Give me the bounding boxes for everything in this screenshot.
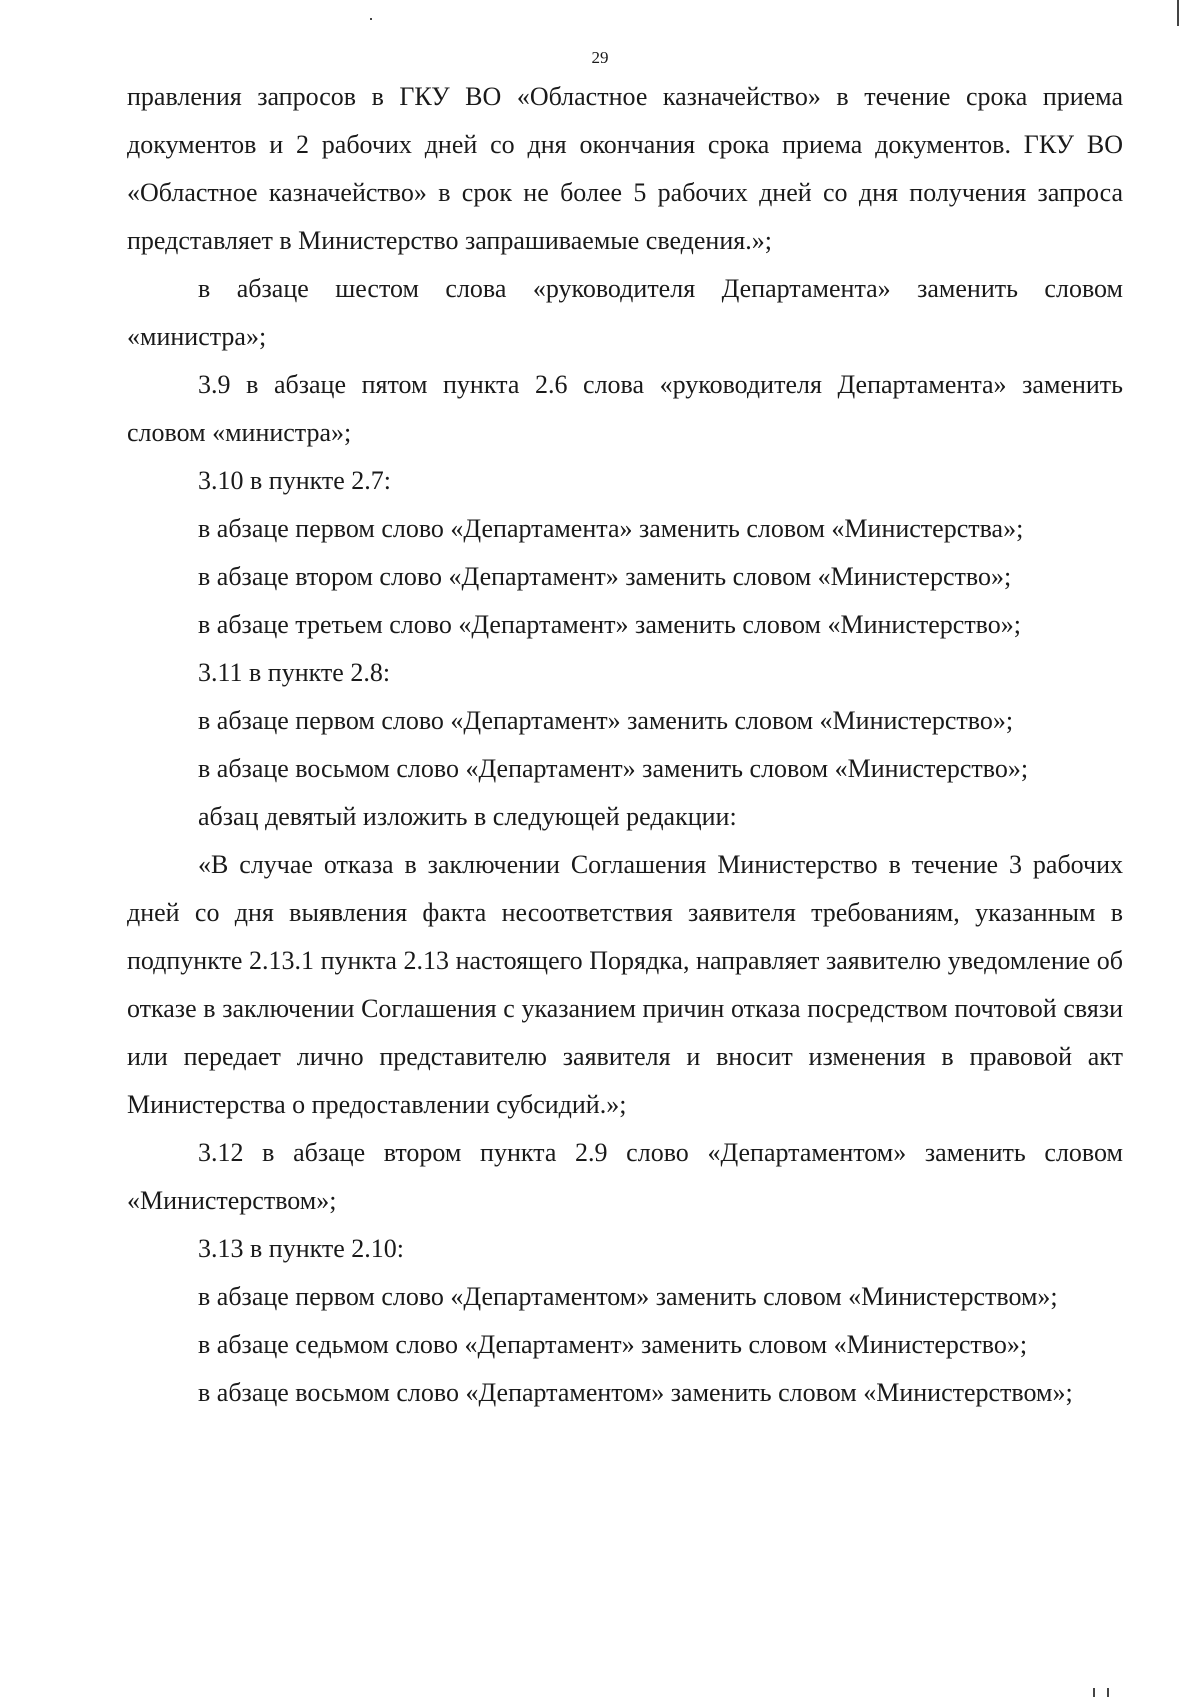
paragraph: в абзаце первом слово «Департамента» заменить словом «Министерства»;	[198, 514, 1024, 543]
paragraph: в абзаце восьмом слово «Департаментом» заменить словом «Министерством»;	[198, 1378, 1073, 1407]
scan-artifact	[370, 18, 372, 20]
paragraph: в абзаце третьем слово «Департамент» заменить словом «Министерство»;	[198, 610, 1021, 639]
paragraph: «В случае отказа в заключении Соглашения Министерство в течение 3 рабочих дней со дня выявления факта несоответствия заявителя требованиям, указанным в подпункте 2.13.1 пункта 2.13 настоящего Порядка, направляет заявителю уведомление об отказе в заключении Соглашения с указанием причин отказа посредством почтовой связи или передает лично представителю заявителя и вносит изменения в правовой акт Министерства о предоставлении субсидий.»;	[127, 850, 1123, 1119]
paragraph: в абзаце шестом слова «руководителя Департамента» заменить словом «министра»;	[127, 274, 1123, 351]
paragraph: в абзаце восьмом слово «Департамент» заменить словом «Министерство»;	[198, 754, 1029, 783]
paragraph: 3.12 в абзаце втором пункта 2.9 слово «Департаментом» заменить словом «Министерством»;	[127, 1138, 1123, 1215]
paragraph: в абзаце первом слово «Департаментом» заменить словом «Министерством»;	[198, 1282, 1058, 1311]
paragraph: правления запросов в ГКУ ВО «Областное казначейство» в течение срока приема документов и 2 рабочих дней со дня окончания срока приема документов. ГКУ ВО «Областное казначейство» в срок не более 5 рабочих дней со дня получения запроса представляет в Министерство запрашиваемые сведения.»;	[127, 82, 1123, 255]
paragraph: абзац девятый изложить в следующей редакции:	[198, 802, 737, 831]
page-number: 29	[591, 48, 609, 67]
scan-artifact	[1177, 0, 1179, 26]
paragraph: 3.13 в пункте 2.10:	[198, 1234, 405, 1263]
paragraph: 3.11 в пункте 2.8:	[198, 658, 391, 687]
paragraph: 3.9 в абзаце пятом пункта 2.6 слова «руководителя Департамента» заменить словом «министра»;	[127, 370, 1123, 447]
paragraph: в абзаце втором слово «Департамент» заменить словом «Министерство»;	[198, 562, 1012, 591]
scan-artifact	[1093, 1688, 1095, 1697]
document-body	[127, 73, 1123, 1417]
paragraph: 3.10 в пункте 2.7:	[198, 466, 392, 495]
scan-artifact	[1107, 1688, 1109, 1697]
paragraph: в абзаце первом слово «Департамент» заменить словом «Министерство»;	[198, 706, 1014, 735]
paragraph: в абзаце седьмом слово «Департамент» заменить словом «Министерство»;	[198, 1330, 1028, 1359]
